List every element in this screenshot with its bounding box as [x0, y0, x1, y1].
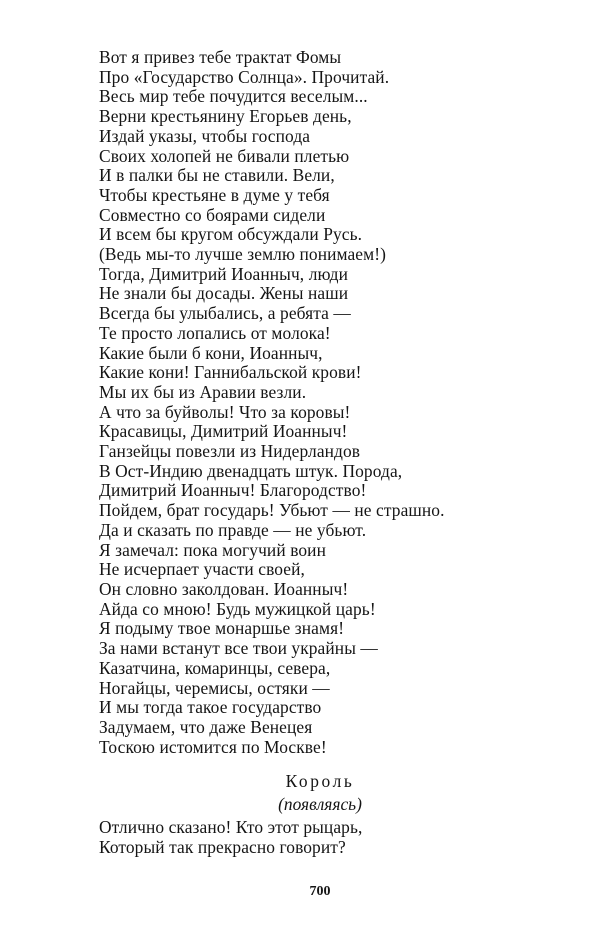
verse-line: Не исчерпает участи своей, — [99, 559, 305, 580]
speaker-name: Король — [285, 771, 355, 791]
verse-line: Красавицы, Димитрий Иоанныч! — [99, 421, 348, 442]
verse-line: Всегда бы улыбались, а ребята — — [99, 303, 351, 324]
verse-line: Про «Государство Солнца». Прочитай. — [99, 66, 390, 87]
verse-line: Айда со мною! Будь мужицкой царь! — [99, 598, 376, 619]
verse-line: Вот я привез тебе трактат Фомы — [99, 47, 342, 67]
verse-line: Димитрий Иоанныч! Благородство! — [99, 480, 367, 501]
stage-direction: (появляясь) — [278, 794, 362, 814]
verse-line: Не знали бы досады. Жены наши — [99, 283, 349, 304]
verse-line: И всем бы кругом обсуждали Русь. — [99, 224, 363, 245]
verse-line: Который так прекрасно говорит? — [99, 836, 346, 857]
verse-line: Какие были б кони, Иоанныч, — [99, 342, 323, 363]
verse-line: Я замечал: пока могучий воин — [99, 539, 326, 560]
verse-line: Своих холопей не бивали плетью — [99, 145, 350, 166]
verse-line: Те просто лопались от молока! — [99, 322, 331, 343]
verse-line: А что за буйволы! Что за коровы! — [99, 401, 351, 422]
verse-line: Тоскою истомится по Москве! — [99, 736, 327, 757]
verse-line: Ногайцы, черемисы, остяки — — [99, 677, 330, 698]
verse-line: Верни крестьянину Егорьев день, — [99, 106, 352, 127]
verse-line: И мы тогда такое государство — [99, 697, 322, 718]
verse-line: Издай указы, чтобы господа — [99, 125, 311, 146]
verse-line: Да и сказать по правде — не убьют. — [99, 519, 367, 540]
verse-line: За нами встанут все твои украйны — — [99, 638, 378, 659]
verse-line: Он словно заколдован. Иоанныч! — [99, 578, 349, 599]
verse-line: Какие кони! Ганнибальской крови! — [99, 362, 362, 383]
verse-line: Отлично сказано! Кто этот рыцарь, — [99, 817, 363, 837]
verse-line: Совместно со боярами сидели — [99, 204, 326, 225]
verse-line: Казатчина, комаринцы, севера, — [99, 657, 331, 678]
verse-line: Чтобы крестьяне в думе у тебя — [99, 184, 330, 205]
verse-line: Мы их бы из Аравии везли. — [99, 381, 307, 402]
verse-line: В Ост-Индию двенадцать штук. Порода, — [99, 460, 403, 481]
verse-block-king — [99, 818, 569, 857]
verse-line: И в палки бы не ставили. Вели, — [99, 165, 335, 186]
verse-line: (Ведь мы-то лучше землю понимаем!) — [99, 244, 387, 265]
verse-line: Я подыму твое монаршье знамя! — [99, 618, 345, 639]
verse-line: Ганзейцы повезли из Нидерландов — [99, 441, 361, 462]
verse-line: Задумаем, что даже Венецея — [99, 716, 313, 737]
verse-line: Весь мир тебе почудится веселым... — [99, 86, 368, 107]
verse-line: Тогда, Димитрий Иоанныч, люди — [99, 263, 349, 284]
verse-line: Пойдем, брат государь! Убьют — не страшно. — [99, 500, 445, 521]
verse-block — [99, 48, 569, 757]
page-number: 700 — [309, 884, 331, 899]
